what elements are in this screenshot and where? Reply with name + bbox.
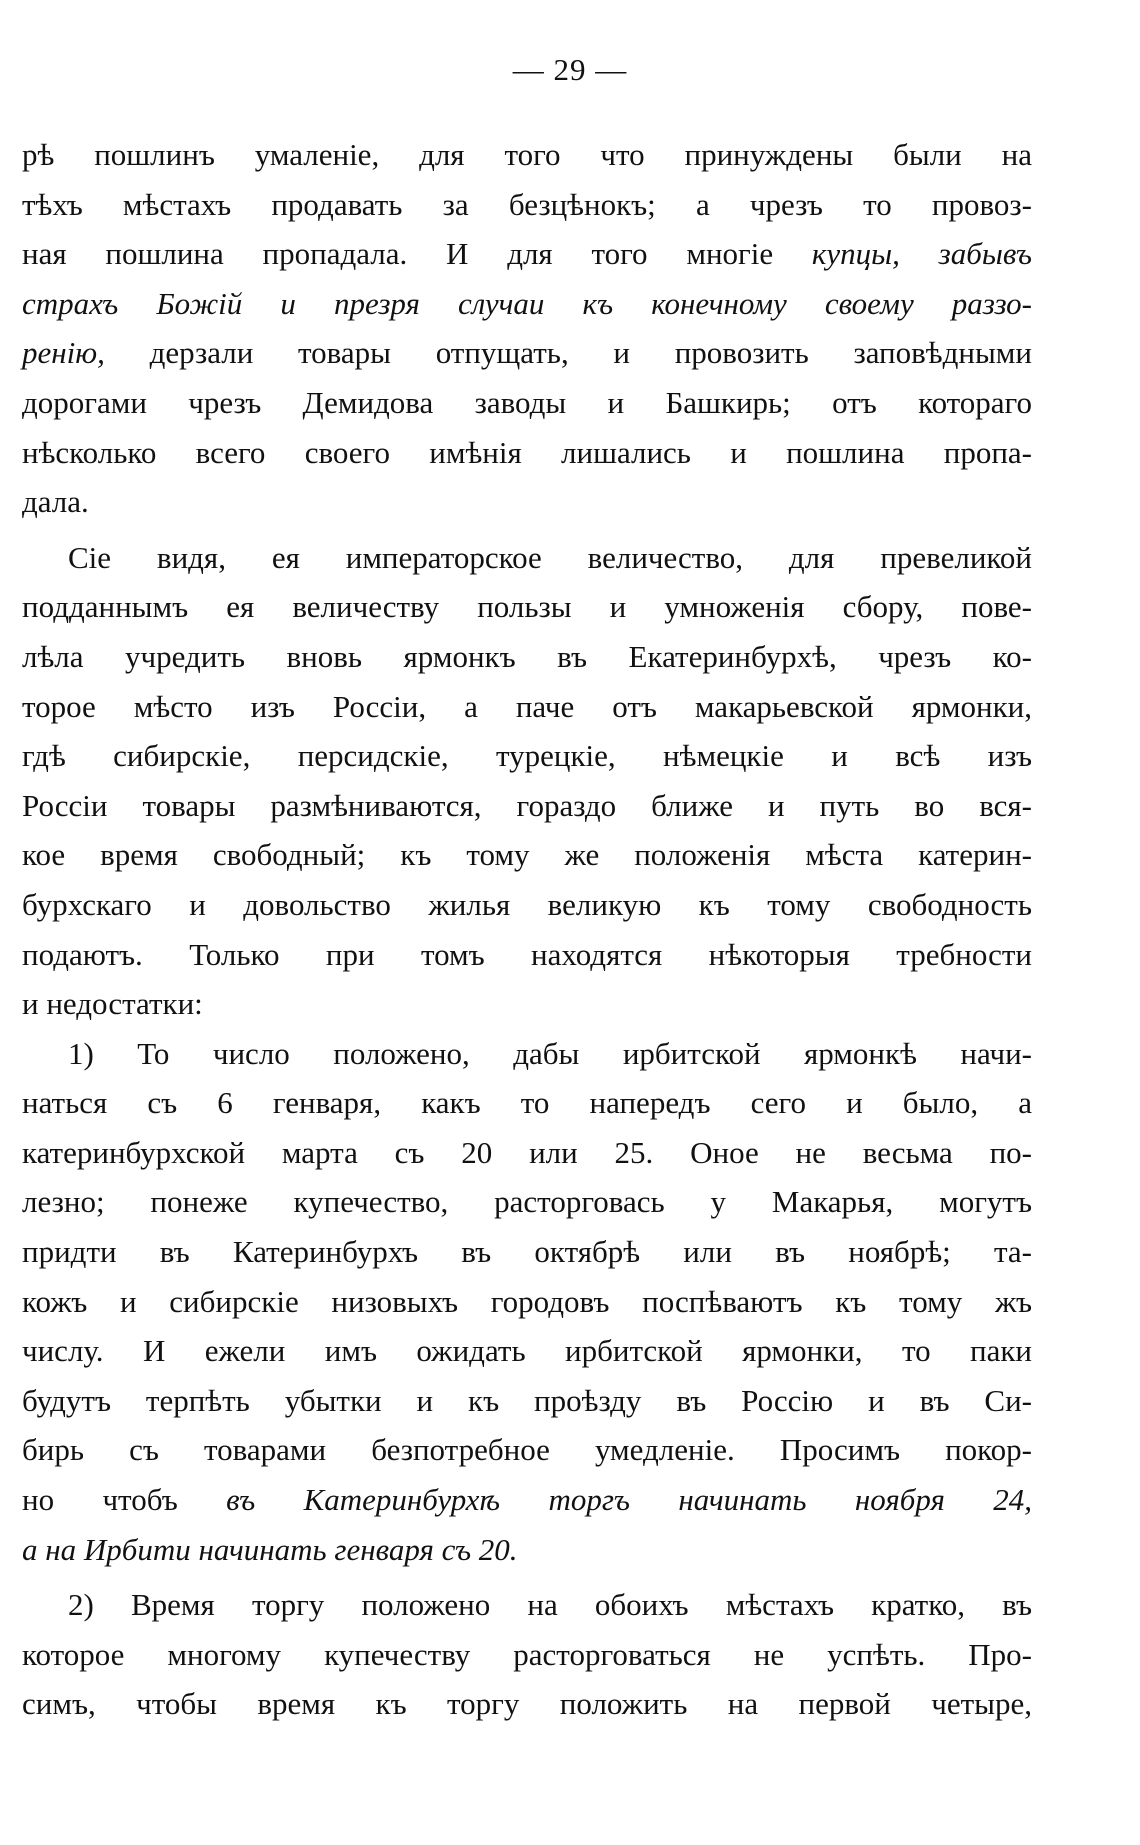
text-line-italic: а на Ирбити начинать генваря съ 20. [22,1531,518,1567]
text-line: бурхскаго и довольство жилья великую къ тому свободность [22,886,1032,922]
text-line: Сіе видя, ея императорское величество, для превеликой [68,539,1032,575]
text-line: подданнымъ ея величеству пользы и умноженія сбору, пове- [22,589,1032,625]
text-line-italic: страхъ Божій и презря случаи къ конечному своему раззо- [22,285,1032,321]
text-line: придти въ Катеринбурхъ въ октябрѣ или въ ноябрѣ; та- [22,1234,1032,1270]
text-line: симъ, чтобы время къ торгу положить на первой четыре, [22,1686,1032,1722]
text-line: нѣсколько всего своего имѣнія лишались и пошлина пропа- [22,434,1032,470]
text-line: числу. И ежели имъ ожидать ирбитской ярмонки, то паки [22,1333,1032,1369]
italic-segment: ренію, [22,335,105,371]
text-line: будутъ терпѣть убытки и къ проѣзду въ Россію и въ Си- [22,1382,1032,1418]
page-number: — 29 — [512,52,628,87]
paragraph-2 [22,533,1032,1029]
italic-segment: купцы, забывъ [811,236,1033,272]
text-line: бирь съ товарами безпотребное умедленіе. Просимъ покор- [22,1432,1032,1468]
text-line: лѣла учредить вновь ярмонкъ въ Екатеринбурхѣ, чрезъ ко- [22,638,1032,674]
paragraph-4 [22,1580,1032,1729]
text-line [22,1475,1032,1525]
text-line: дорогами чрезъ Демидова заводы и Башкирь; отъ котораго [22,384,1032,420]
text-line: и недостатки: [22,986,203,1022]
text-line: гдѣ сибирскіе, персидскіе, турецкіе, нѣмецкіе и всѣ изъ [22,738,1032,774]
italic-segment: въ Катеринбурхѣ торгъ начинать ноября 24, [226,1482,1032,1518]
text-line: кое время свободный; къ тому же положенія мѣста катерин- [22,837,1032,873]
text-line: торое мѣсто изъ Россіи, а паче отъ макарьевской ярмонки, [22,688,1032,724]
text-line: подаютъ. Только при томъ находятся нѣкоторыя требности [22,936,1032,972]
text-line: кожъ и сибирскіе низовыхъ городовъ поспѣваютъ къ тому жъ [22,1283,1032,1319]
text-segment: ная пошлина пропадала. И для того многіе [22,236,774,272]
text-line [22,328,1032,378]
paragraph-3 [22,1029,1032,1575]
text-line: наться съ 6 генваря, какъ то напередъ сего и было, а [22,1085,1032,1121]
text-line: тѣхъ мѣстахъ продавать за безцѣнокъ; а чрезъ то провоз- [22,186,1032,222]
text-line: рѣ пошлинъ умаленіе, для того что принуждены были на [22,137,1032,172]
text-line: Россіи товары размѣниваются, гораздо ближе и путь во вся- [22,787,1032,823]
text-segment: но чтобъ [22,1482,178,1518]
text-line: дала. [22,484,89,520]
text-line: лезно; понеже купечество, расторговась у Макарья, могутъ [22,1184,1032,1220]
text-line: 1) То число положено, дабы ирбитской ярмонкѣ начи- [68,1035,1032,1071]
text-line: 2) Время торгу положено на обоихъ мѣстахъ кратко, въ [68,1587,1032,1623]
paragraph-1 [22,130,1032,527]
text-segment: дерзали товары отпущать, и провозить заповѣдными [149,335,1033,371]
text-line: катеринбурхской марта съ 20 или 25. Оное не весьма по- [22,1134,1032,1170]
body-text [22,130,1032,1729]
text-line [22,229,1032,279]
text-line: которое многому купечеству расторговаться не успѣть. Про- [22,1636,1032,1672]
